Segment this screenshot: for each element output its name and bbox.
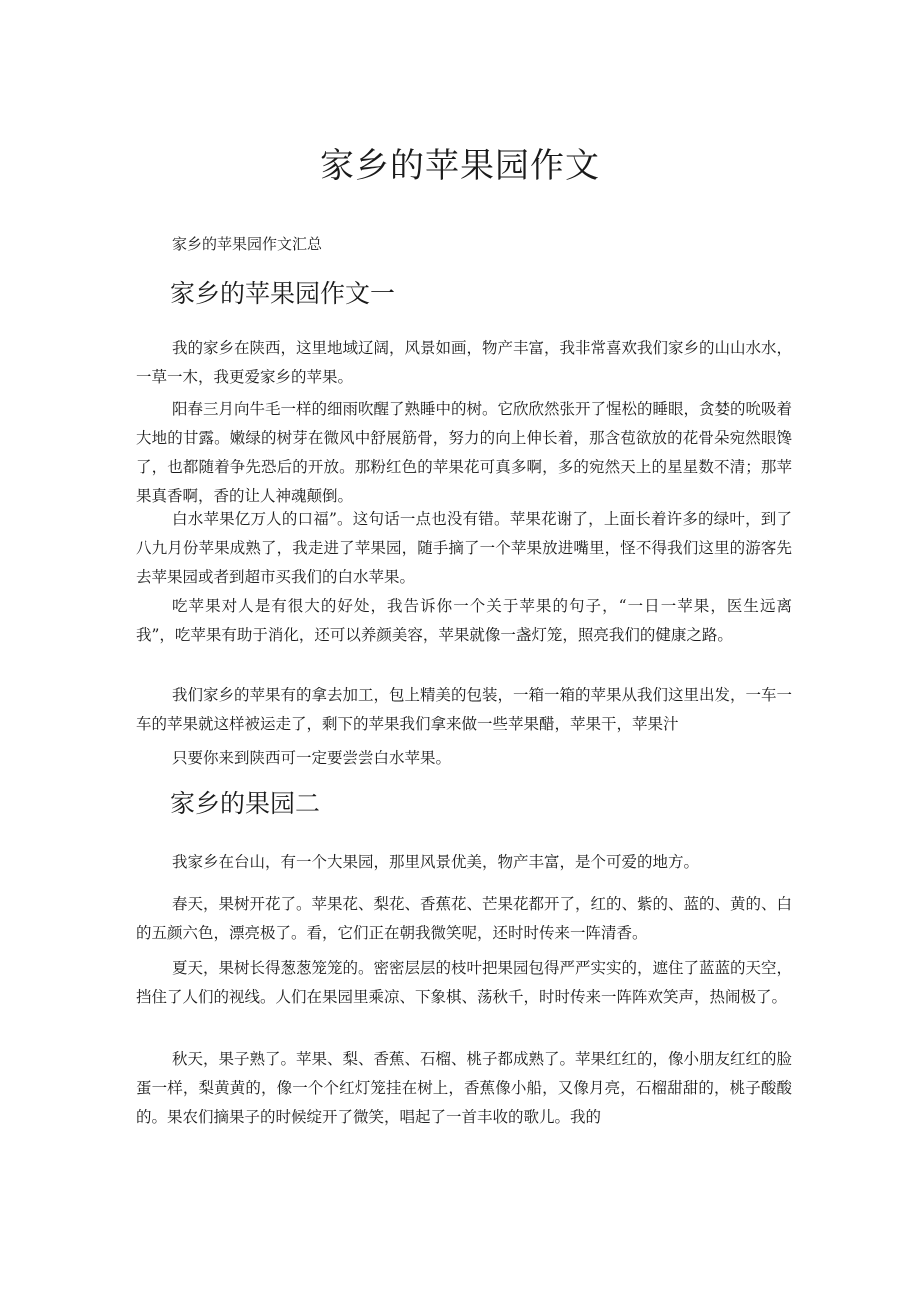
section1-paragraph-3: 白水苹果亿万人的口福”。这句话一点也没有错。苹果花谢了，上面长着许多的绿叶，到了八九月份苹果成熟了，我走进了苹果园，随手摘了一个苹果放进嘴里，怪不得我们这里的游客先去苹果园或者到超市买我们的白水苹果。 xyxy=(136,510,792,586)
document-subtitle: 家乡的苹果园作文汇总 xyxy=(172,235,323,253)
section-heading-1: 家乡的苹果园作文一 xyxy=(170,279,396,308)
section2-paragraph-2: 春天，果树开花了。苹果花、梨花、香蕉花、芒果花都开了，红的、紫的、蓝的、黄的、白的五颜六色，漂亮极了。看，它们正在朝我微笑呢，还时时传来一阵清香。 xyxy=(136,895,793,942)
section1-paragraph-4: 吃苹果对人是有很大的好处，我告诉你一个关于苹果的句子，“一日一苹果，医生远离我”，吃苹果有助于消化，还可以养颜美容，苹果就像一盏灯笼，照亮我们的健康之路。 xyxy=(136,597,792,644)
section2-paragraph-4: 秋天，果子熟了。苹果、梨、香蕉、石榴、桃子都成熟了。苹果红红的，像小朋友红红的脸蛋一样，梨黄黄的，像一个个红灯笼挂在树上，香蕉像小船，又像月亮，石榴甜甜的，桃子酸酸的。果农们摘果子的时候绽开了微笑，唱起了一首丰收的歌儿。我的 xyxy=(136,1050,793,1126)
section1-paragraph-5: 我们家乡的苹果有的拿去加工，包上精美的包装，一箱一箱的苹果从我们这里出发，一车一车的苹果就这样被运走了，剩下的苹果我们拿来做一些苹果醋，苹果干，苹果汁 xyxy=(136,686,793,733)
section1-paragraph-6: 只要你来到陕西可一定要尝尝白水苹果。 xyxy=(172,749,452,767)
section1-paragraph-1: 我的家乡在陕西，这里地域辽阔，风景如画，物产丰富，我非常喜欢我们家乡的山山水水，一草一木，我更爱家乡的苹果。 xyxy=(136,339,793,386)
section-heading-2: 家乡的果园二 xyxy=(170,789,321,818)
section2-paragraph-3: 夏天，果树长得葱葱笼笼的。密密层层的枝叶把果园包得严严实实的，遮住了蓝蓝的天空，挡住了人们的视线。人们在果园里乘凉、下象棋、荡秋千，时时传来一阵阵欢笑声，热闹极了。 xyxy=(136,959,793,1006)
document-title: 家乡的苹果园作文 xyxy=(320,146,600,186)
section2-paragraph-1: 我家乡在台山，有一个大果园，那里风景优美，物产丰富，是个可爱的地方。 xyxy=(172,853,700,871)
section1-paragraph-2: 阳春三月向牛毛一样的细雨吹醒了熟睡中的树。它欣欣然张开了惺松的睡眼，贪婪的吮吸着大地的甘露。嫩绿的树芽在微风中舒展筋骨，努力的向上伸长着，那含苞欲放的花骨朵宛然眼馋了，也都随着争先恐后的开放。那粉红色的苹果花可真多啊，多的宛然天上的星星数不清；那苹果真香啊，香的让人神魂颠倒。 xyxy=(136,400,793,505)
